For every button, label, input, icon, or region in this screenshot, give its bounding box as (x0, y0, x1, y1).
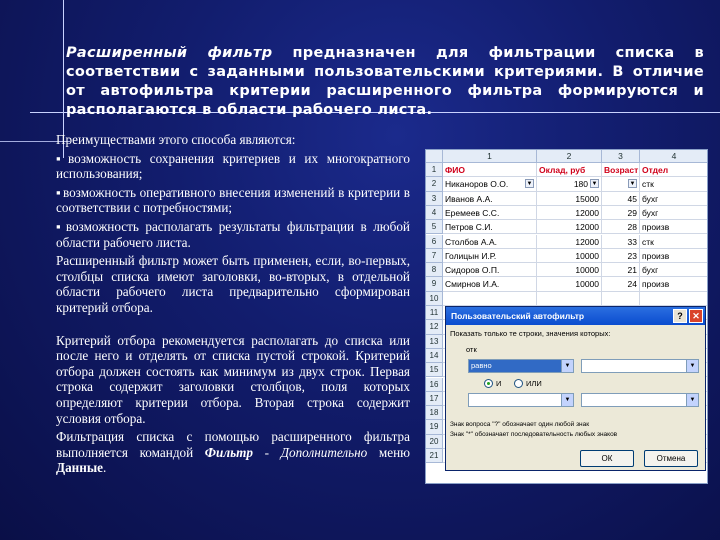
row-header: 20 (426, 435, 443, 449)
paragraph-applicability: Расширенный фильтр может быть применен, если, во-первых, столбцы списка имеют заголовки, во-вторых, в отдельной области рабочего листа предварительно сформирован критерий отбора. (56, 253, 410, 315)
radio-or-label: ИЛИ (526, 379, 542, 388)
empty-cell[interactable] (537, 292, 602, 306)
table-cell[interactable]: Еремеев С.С. (443, 206, 537, 220)
hint-question-mark: Знак вопроса "?" обозначает один любой знак (450, 421, 590, 428)
table-cell[interactable]: 24 (602, 277, 640, 291)
condition1-operator-select[interactable]: равно ▼ (468, 359, 574, 373)
row-header: 18 (426, 406, 443, 420)
table-cell[interactable]: 23 (602, 249, 640, 263)
table-cell[interactable]: 45 (602, 192, 640, 206)
ok-button[interactable]: ОК (580, 450, 634, 467)
table-cell[interactable]: 10000 (537, 249, 602, 263)
table-cell[interactable]: 21 (602, 263, 640, 277)
title-rest: предназначен для фильтрации списка в соответствии с заданными пользовательскими критериями. В отличие от автофильтра критерии расширенного фильтра формируются и располагаются в области рабочего листа. (66, 45, 705, 118)
dialog-field-name: отк (466, 345, 477, 354)
table-cell[interactable]: произв (640, 277, 708, 291)
table-cell[interactable]: произв (640, 220, 708, 234)
chevron-down-icon: ▼ (686, 394, 698, 406)
row-header: 8 (426, 263, 443, 277)
dialog-title: Пользовательский автофильтр (451, 311, 585, 321)
slide-title (66, 44, 704, 120)
row-header: 10 (426, 292, 443, 306)
header-cell[interactable]: Отдел (640, 163, 708, 177)
table-cell[interactable]: произв (640, 249, 708, 263)
radio-and[interactable] (484, 379, 493, 388)
condition1-value-select[interactable] (581, 359, 699, 373)
row-header: 17 (426, 392, 443, 406)
table-cell[interactable]: Петров С.И. (443, 220, 537, 234)
empty-cell[interactable] (443, 292, 537, 306)
row-header: 7 (426, 249, 443, 263)
hint-asterisk: Знак "*" обозначает последовательность любых знаков (450, 431, 618, 438)
bullet-item: ▪ возможность располагать результаты фильтрации в любой области рабочего листа. (56, 219, 410, 250)
table-cell[interactable]: Никаноров О.О. (443, 177, 537, 191)
table-cell[interactable]: 28 (602, 220, 640, 234)
row-header: 4 (426, 206, 443, 220)
table-cell[interactable]: 12000 (537, 206, 602, 220)
dialog-prompt: Показать только те строки, значения которых: (450, 329, 611, 338)
table-cell[interactable]: 180 (537, 177, 602, 191)
table-cell[interactable]: бухг (640, 263, 708, 277)
chevron-down-icon: ▼ (686, 360, 698, 372)
dialog-title-bar (446, 307, 705, 325)
table-cell[interactable]: 10000 (537, 263, 602, 277)
table-cell[interactable]: стк (640, 235, 708, 249)
table-cell[interactable]: 12000 (537, 220, 602, 234)
autofilter-dropdown-icon[interactable]: ▼ (526, 181, 533, 188)
header-cell[interactable]: ФИО (443, 163, 537, 177)
table-cell[interactable]: 33 (602, 235, 640, 249)
row-header: 13 (426, 335, 443, 349)
column-header: 3 (602, 150, 640, 163)
table-cell[interactable]: Столбов А.А. (443, 235, 537, 249)
intro-text: Преимуществами этого способа являются: (56, 132, 296, 147)
title-emphasis: Расширенный фильтр (66, 45, 273, 61)
help-button[interactable]: ? (673, 309, 687, 323)
row-header: 14 (426, 349, 443, 363)
row-header: 5 (426, 220, 443, 234)
table-cell[interactable]: 29 (602, 206, 640, 220)
row-header: 15 (426, 363, 443, 377)
row-header: 9 (426, 277, 443, 291)
bullet-item: ▪ возможность оперативного внесения изменений в критерии в соответствии с потребностями; (56, 185, 410, 216)
empty-cell[interactable] (640, 292, 708, 306)
row-header: 3 (426, 192, 443, 206)
condition2-value-select[interactable] (581, 393, 699, 407)
header-cell[interactable]: Оклад, руб (537, 163, 602, 177)
table-cell[interactable]: Смирнов И.А. (443, 277, 537, 291)
table-cell[interactable]: Голицын И.Р. (443, 249, 537, 263)
custom-autofilter-dialog (445, 306, 706, 471)
row-header: 16 (426, 378, 443, 392)
table-cell[interactable]: 12000 (537, 235, 602, 249)
paragraph-criteria: Критерий отбора рекомендуется располагать до списка или после него и отделять от списка пустой строкой. Критерий отбора должен состоять как минимум из двух строк. Первая строка содержит заголовки столбцов, поля которых определяют критерии отбора. Вторая строка содержит условия отбора. (56, 332, 410, 426)
command-advanced: Дополнительно (280, 444, 368, 460)
table-cell[interactable]: 15000 (537, 192, 602, 206)
command-filter: Фильтр (204, 444, 253, 460)
close-button[interactable]: ✕ (689, 309, 703, 323)
paragraph-command: Фильтрация списка с помощью расширенного фильтра выполняется командой Фильтр - Дополнительно меню Данные. (56, 429, 410, 476)
table-cell[interactable]: 10000 (537, 277, 602, 291)
column-header: 1 (443, 150, 537, 163)
condition2-operator-select[interactable] (468, 393, 574, 407)
column-header: 4 (640, 150, 708, 163)
row-header: 19 (426, 420, 443, 434)
table-cell[interactable]: Иванов А.А. (443, 192, 537, 206)
row-header: 2 (426, 177, 443, 191)
chevron-down-icon: ▼ (561, 360, 573, 372)
row-header: 21 (426, 449, 443, 463)
table-cell[interactable]: бухг (640, 206, 708, 220)
slide-body (56, 132, 410, 479)
row-header: 11 (426, 306, 443, 320)
radio-and-label: И (496, 379, 502, 388)
row-header: 6 (426, 235, 443, 249)
cancel-button[interactable]: Отмена (644, 450, 698, 467)
row-header: 12 (426, 320, 443, 334)
bullet-item: ▪ возможность сохранения критериев и их многократного использования; (56, 151, 410, 182)
corner-cell (426, 150, 443, 163)
autofilter-dropdown-icon[interactable]: ▼ (591, 181, 598, 188)
empty-cell[interactable] (602, 292, 640, 306)
header-cell[interactable]: Возраст (602, 163, 640, 177)
column-header: 2 (537, 150, 602, 163)
table-cell[interactable]: стк (640, 177, 708, 191)
chevron-down-icon: ▼ (561, 394, 573, 406)
table-cell[interactable]: бухг (640, 192, 708, 206)
row-header: 1 (426, 163, 443, 177)
autofilter-dropdown-icon[interactable]: ▼ (629, 181, 636, 188)
menu-data: Данные (56, 460, 104, 476)
table-cell[interactable]: Сидоров О.П. (443, 263, 537, 277)
radio-or[interactable] (514, 379, 523, 388)
